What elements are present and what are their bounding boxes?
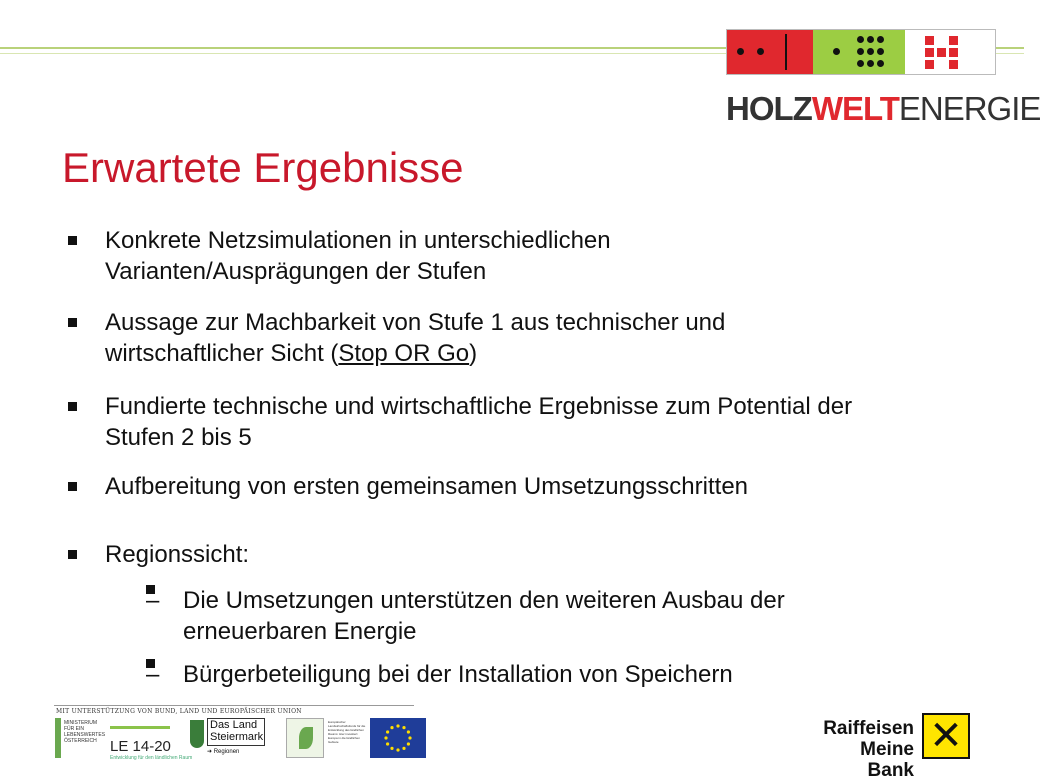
sub-bullet-text-line: Die Umsetzungen unterstützen den weiteren Ausbau der	[183, 587, 785, 614]
steiermark-regionen-label: ➜ Regionen	[207, 749, 240, 755]
logo-square	[925, 48, 934, 57]
bullet-square-icon	[68, 402, 77, 411]
raiffeisen-wordmark	[820, 718, 914, 781]
bullet-text-line	[105, 338, 1005, 369]
leaf-icon	[299, 727, 313, 749]
logo-square	[925, 36, 934, 45]
logo-dot	[867, 60, 874, 67]
logo-word-holz: HOLZ	[726, 90, 812, 127]
bullet-text-line: Fundierte technische und wirtschaftliche Ergebnisse zum Potential der	[105, 393, 853, 420]
bullet-text-line: Konkrete Netzsimulationen in unterschiedlichen	[105, 227, 611, 254]
logo-dot	[757, 48, 764, 55]
raiffeisen-line: Raiffeisen	[823, 718, 914, 739]
logo-stroke	[785, 34, 787, 70]
eu-fund-text: Europäischer Landwirtschaftsfonds für die Entwicklung des ländlichen Raums: Hier investiert Europa in die ländlichen Gebiete	[328, 720, 366, 744]
raiffeisen-line: Meine Bank	[860, 739, 914, 781]
logo-square	[949, 36, 958, 45]
stop-or-go-link[interactable]: Stop OR Go	[338, 340, 470, 367]
logo-red-segment	[727, 30, 813, 74]
slide-title: Erwartete Ergebnisse	[62, 144, 464, 191]
logo-square	[937, 48, 946, 57]
dash-icon: –	[146, 587, 160, 614]
steiermark-logo	[190, 718, 268, 758]
steiermark-logo-line: Steiermark	[210, 731, 264, 743]
sub-bullet-text-line: Bürgerbeteiligung bei der Installation von Speichern	[183, 661, 733, 688]
bullet-text-line: Aufbereitung von ersten gemeinsamen Umsetzungsschritten	[105, 473, 749, 500]
logo-green-segment	[813, 30, 905, 74]
bullet-square-icon	[68, 236, 77, 245]
bullet-text-fragment: )	[469, 340, 478, 367]
logo-dot	[867, 36, 874, 43]
eu-stars-icon	[370, 718, 426, 758]
steiermark-logo-line: Das Land	[210, 719, 258, 731]
leader-logo	[286, 718, 324, 758]
bullet-square-icon	[68, 318, 77, 327]
bullet-text-line: Regionssicht:	[105, 541, 250, 568]
ministry-logo-text: MINISTERIUM FÜR EIN LEBENSWERTES ÖSTERREICH	[64, 720, 106, 744]
bullet-text-line: Aussage zur Machbarkeit von Stufe 1 aus technischer und	[105, 309, 726, 336]
footer-rule	[54, 705, 414, 706]
logo-dot	[877, 36, 884, 43]
logo-dot	[867, 48, 874, 55]
steiermark-shield-icon	[190, 720, 204, 748]
dash-icon: –	[146, 661, 160, 688]
le-logo-subtitle: Entwicklung für den ländlichen Raum	[110, 755, 193, 761]
logo-word-welt: WELT	[811, 90, 899, 127]
bullet-text-line: Stufen 2 bis 5	[105, 424, 252, 451]
bullet-text-line: Varianten/Ausprägungen der Stufen	[105, 258, 487, 285]
logo-white-segment	[905, 30, 995, 74]
eu-flag-icon	[370, 718, 426, 758]
le-program-logo	[110, 738, 193, 761]
holzwelt-logo-graphic	[726, 29, 996, 75]
holzwelt-logo-wordmark	[726, 90, 1040, 128]
logo-square	[949, 48, 958, 57]
logo-dot	[833, 48, 840, 55]
footer-caption: MIT UNTERSTÜTZUNG VON BUND, LAND UND EUROPÄISCHER UNION	[56, 708, 302, 715]
sub-bullet-text-line: erneuerbaren Energie	[183, 618, 417, 645]
ministry-logo	[55, 718, 106, 758]
logo-dot	[857, 36, 864, 43]
bullet-square-icon	[68, 482, 77, 491]
raiffeisen-cross-icon: ✕	[922, 713, 970, 759]
logo-dot	[857, 60, 864, 67]
le-logo-text: LE 14-20	[110, 738, 171, 755]
le-logo-bar	[110, 726, 170, 729]
logo-dot	[857, 48, 864, 55]
logo-square	[949, 60, 958, 69]
bullet-text-fragment: wirtschaftlicher Sicht (	[105, 340, 339, 367]
logo-dot	[737, 48, 744, 55]
logo-dot	[877, 48, 884, 55]
logo-word-energie: ENERGIE	[898, 90, 1040, 127]
logo-square	[925, 60, 934, 69]
logo-dot	[877, 60, 884, 67]
bullet-square-icon	[68, 550, 77, 559]
